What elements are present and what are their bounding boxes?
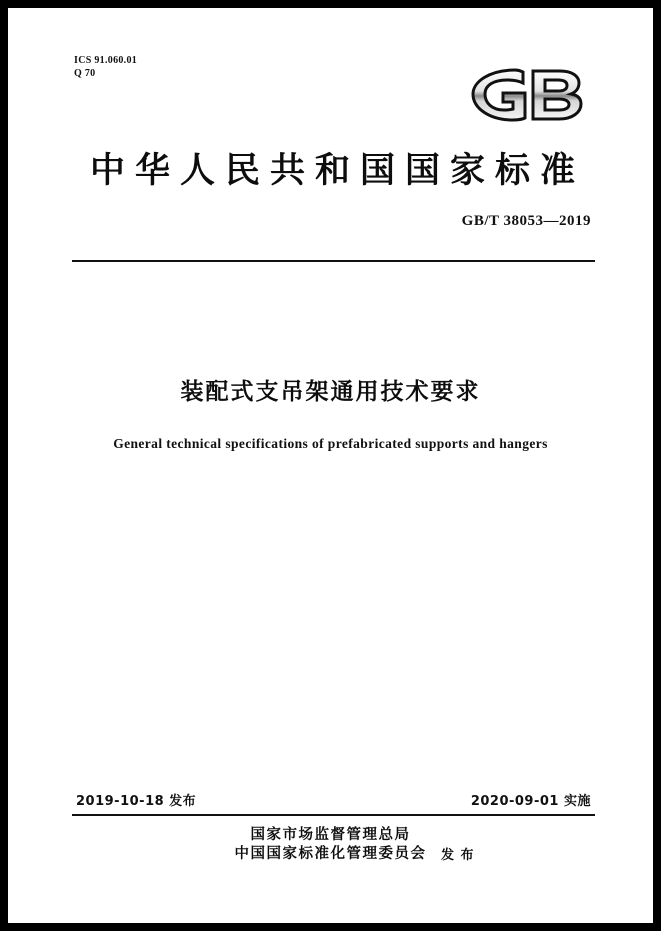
effective-date: 2020-09-01 实施 — [470, 794, 591, 809]
issue-date: 2019-10-18 发布 — [76, 794, 197, 809]
gb-emblem-icon — [459, 60, 591, 128]
national-standard-title: 中华人民共和国国家标准 — [89, 151, 585, 191]
ccs-code: Q 70 — [74, 68, 96, 79]
ics-code: ICS 91.060.01 — [74, 55, 138, 66]
document-title-english: General technical specifications of prefabricated supports and hangers — [113, 436, 548, 451]
document-page — [8, 8, 653, 923]
document-title-chinese: 装配式支吊架通用技术要求 — [180, 379, 481, 405]
publisher-line-2: 中国国家标准化管理委员会 — [234, 846, 427, 862]
cover-sheet — [8, 8, 653, 923]
standard-number: GB/T 38053—2019 — [461, 213, 591, 229]
ics-classification-block — [74, 54, 137, 80]
publisher-line-1: 国家市场监督管理总局 — [250, 827, 411, 843]
header-divider — [72, 260, 595, 262]
publisher-block — [8, 826, 653, 864]
footer-divider — [72, 814, 595, 816]
publish-verb: 发 布 — [440, 848, 475, 863]
